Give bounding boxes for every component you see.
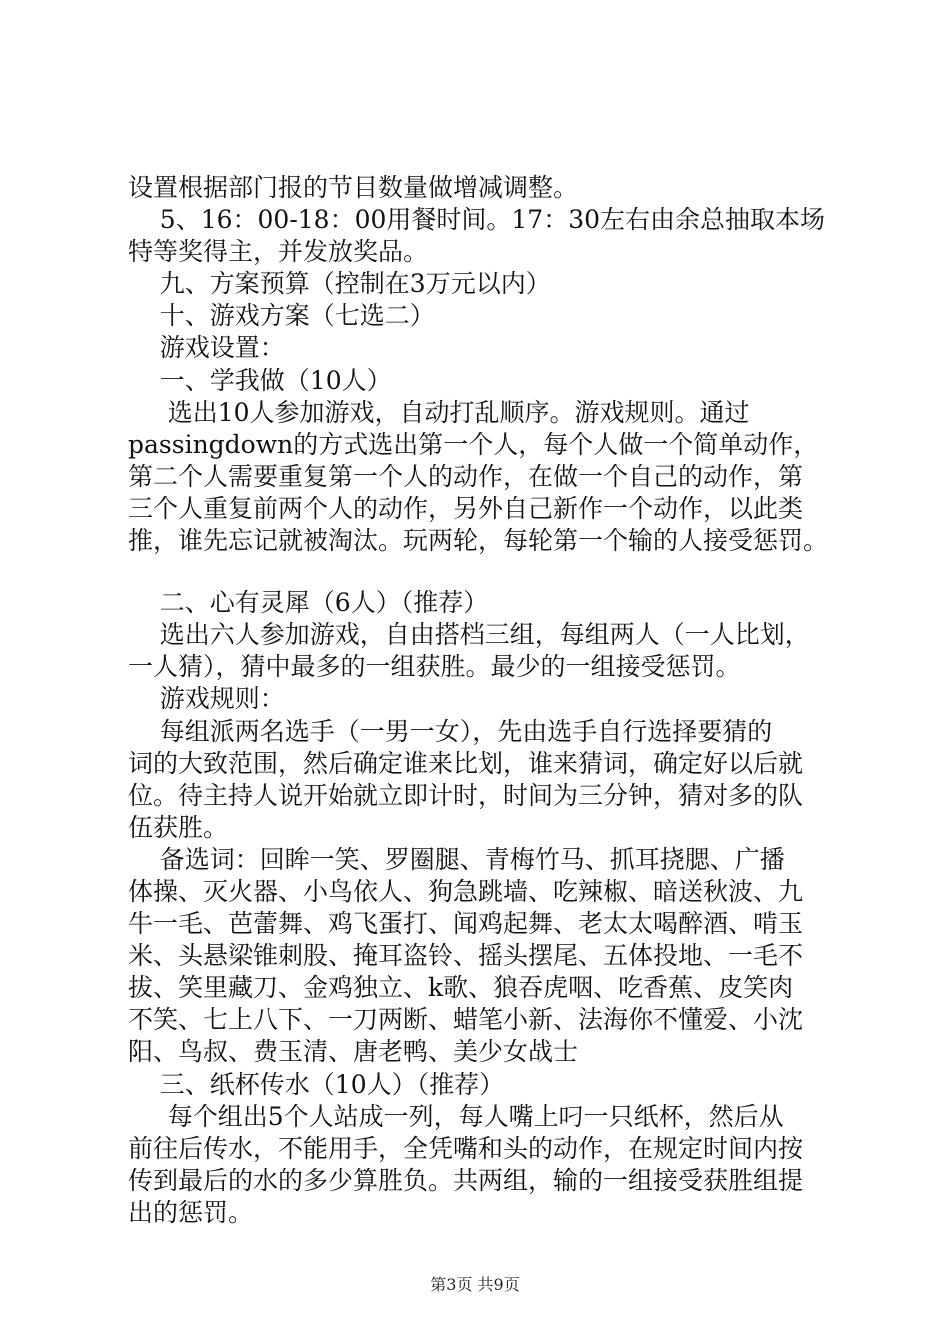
text-line: passingdown的方式选出第一个人，每个人做一个简单动作， — [128, 429, 819, 459]
text-line: 米、头悬梁锥刺股、掩耳盗铃、摇头摆尾、五体投地、一毛不 — [128, 941, 804, 971]
text-line: 选出10人参加游戏，自动打乱顺序。游戏规则。通过 — [128, 397, 750, 427]
text-line: 阳、鸟叔、费玉清、唐老鸭、美少女战士 — [128, 1037, 579, 1067]
text-line: 特等奖得主，并发放奖品。 — [128, 237, 429, 267]
document-body — [128, 172, 832, 1229]
text-line: 游戏规则： — [128, 684, 285, 714]
text-line: 备选词：回眸一笑、罗圈腿、青梅竹马、抓耳挠腮、广播 — [128, 844, 785, 874]
text-line: 体操、灭火器、小鸟依人、狗急跳墙、吃辣椒、暗送秋波、九 — [128, 876, 804, 906]
paragraph-gap — [128, 557, 832, 587]
page-number-footer: 第3页 共9页 — [430, 1275, 520, 1294]
game-heading: 二、心有灵犀（6人）（推荐） — [128, 588, 489, 618]
text-line: 推，谁先忘记就被淘汰。玩两轮，每轮第一个输的人接受惩罚。 — [128, 526, 829, 556]
text-line: 不笑、七上八下、一刀两断、蜡笔小新、法海你不懂爱、小沈 — [128, 1005, 804, 1035]
text-line: 每组派两名选手（一男一女），先由选手自行选择要猜的 — [128, 716, 773, 746]
game-heading: 一、学我做（10人） — [128, 365, 392, 395]
text-line: 5、16：00-18：00用餐时间。17：30左右由余总抽取本场 — [128, 205, 826, 235]
text-line: 伍获胜。 — [128, 812, 229, 842]
text-line: 每个组出5个人站成一列，每人嘴上叼一只纸杯，然后从 — [128, 1101, 784, 1131]
section-heading: 十、游戏方案（七选二） — [128, 301, 435, 331]
section-heading: 九、方案预算（控制在3万元以内） — [128, 269, 551, 299]
text-line: 游戏设置： — [128, 333, 285, 363]
text-line: 传到最后的水的多少算胜负。共两组，输的一组接受获胜组提 — [128, 1165, 804, 1195]
text-line: 拔、笑里藏刀、金鸡独立、k歌、狼吞虎咽、吃香蕉、皮笑肉 — [128, 973, 794, 1003]
text-line: 设置根据部门报的节目数量做增减调整。 — [128, 173, 579, 202]
text-line: 词的大致范围，然后确定谁来比划，谁来猜词，确定好以后就 — [128, 748, 804, 778]
text-line: 前往后传水，不能用手，全凭嘴和头的动作，在规定时间内按 — [128, 1133, 804, 1163]
text-line: 三个人重复前两个人的动作，另外自己新作一个动作，以此类 — [128, 493, 804, 523]
text-line: 第二个人需要重复第一个人的动作，在做一个自己的动作，第 — [128, 461, 804, 491]
text-line: 出的惩罚。 — [128, 1197, 254, 1227]
game-heading: 三、纸杯传水（10人）（推荐） — [128, 1069, 505, 1099]
text-line: 牛一毛、芭蕾舞、鸡飞蛋打、闻鸡起舞、老太太喝醉酒、啃玉 — [128, 909, 804, 939]
text-line: 选出六人参加游戏，自由搭档三组，每组两人（一人比划， — [128, 620, 810, 650]
text-line: 一人猜），猜中最多的一组获胜。最少的一组接受惩罚。 — [128, 652, 741, 682]
text-line: 位。待主持人说开始就立即计时，时间为三分钟，猜对多的队 — [128, 780, 804, 810]
